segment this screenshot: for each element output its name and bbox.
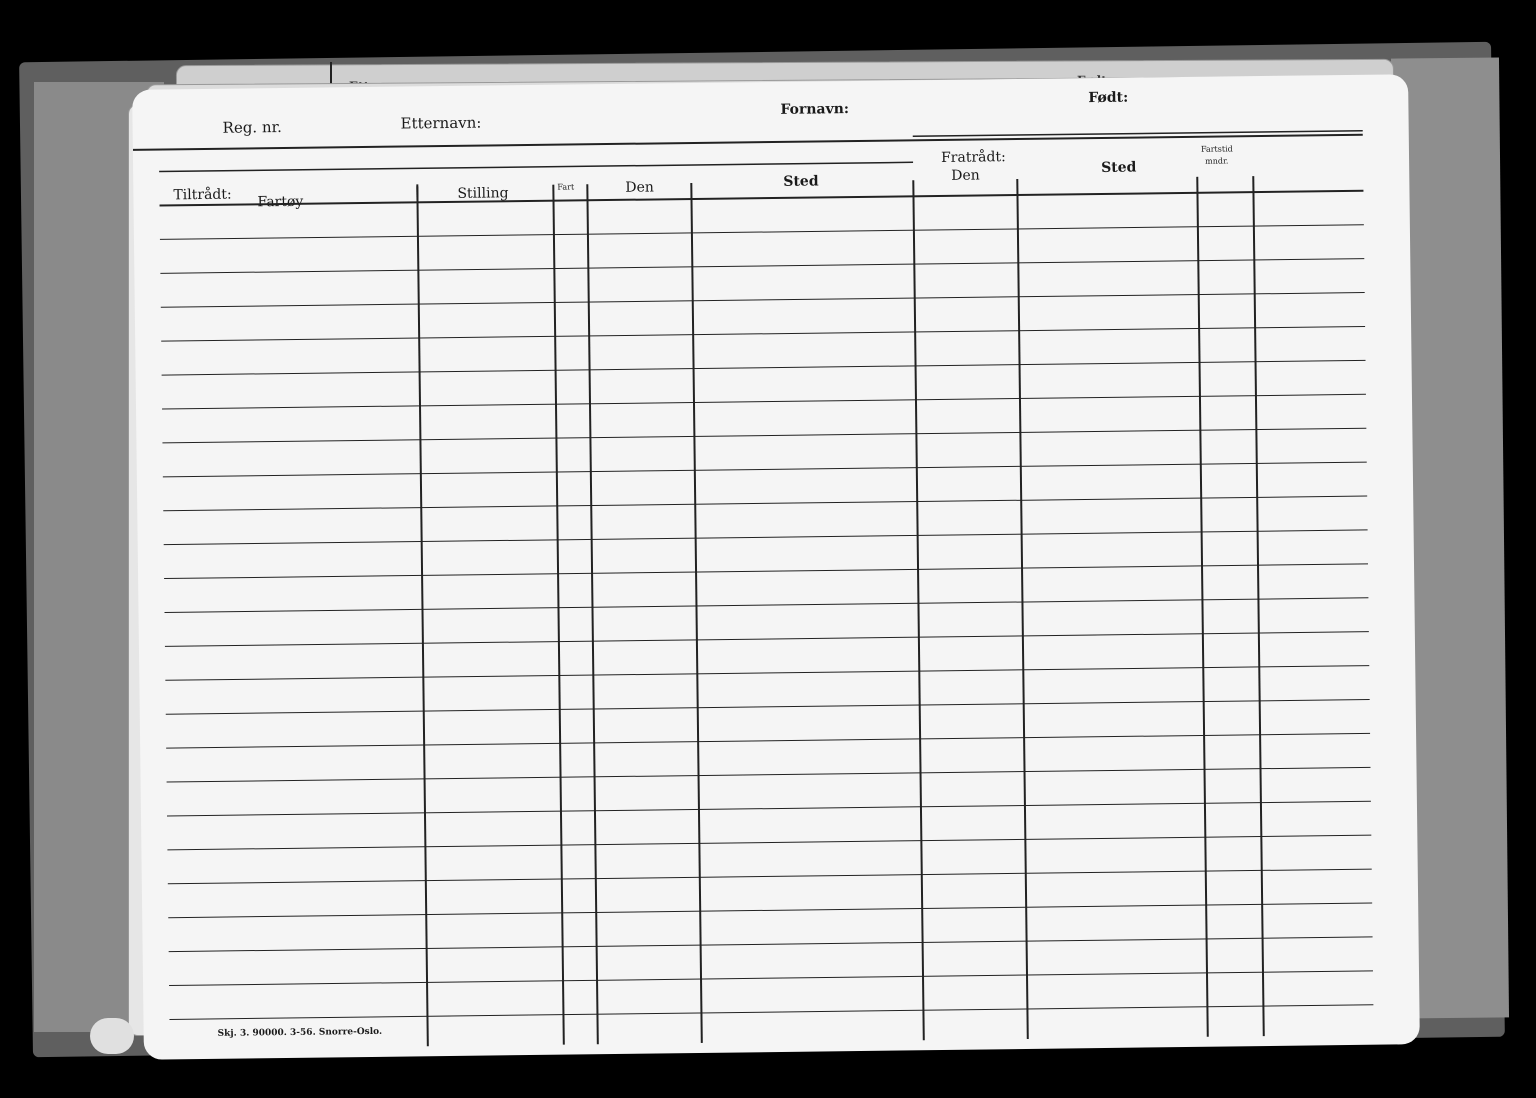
row-line [165, 598, 1369, 613]
row-line [161, 326, 1365, 341]
column-fartoy: Fartøy [257, 193, 304, 211]
reg-nr-label: Reg. nr. [222, 118, 282, 137]
etternavn-label: Etternavn: [400, 113, 482, 133]
card-tab-notch [90, 1018, 134, 1054]
column-line [1253, 176, 1264, 1036]
column-line [913, 180, 924, 1040]
column-line [417, 186, 428, 1046]
row-line [166, 733, 1370, 748]
column-line [691, 183, 702, 1043]
row-line [163, 496, 1367, 511]
row-line [166, 700, 1370, 715]
form-footer: Skj. 3. 90000. 3-56. Snorre-Oslo. [217, 1026, 383, 1039]
tiltradt-label: Tiltrådt: [173, 186, 232, 204]
row-line [162, 360, 1366, 375]
row-line [167, 801, 1371, 816]
record-card [132, 74, 1420, 1060]
fratradt-label: Fratrådt: [940, 149, 1006, 166]
row-line [161, 293, 1365, 308]
column-mndr: mndr. [1205, 156, 1229, 166]
column-line [587, 184, 598, 1044]
row-line [160, 259, 1364, 274]
column-sted-1: Sted [783, 173, 819, 190]
row-line [169, 1005, 1373, 1020]
row-line [169, 937, 1373, 952]
row-line [165, 632, 1369, 647]
ledger-grid [132, 74, 1420, 1060]
row-line [168, 903, 1372, 918]
column-stilling: Stilling [457, 185, 509, 202]
row-line [167, 767, 1371, 782]
row-line [162, 428, 1366, 443]
row-line [164, 564, 1368, 579]
header-top-rule [133, 135, 1363, 150]
header-bottom-rule [160, 191, 1364, 206]
fornavn-label: Fornavn: [780, 101, 850, 118]
row-line [163, 462, 1367, 477]
column-line [1197, 177, 1208, 1037]
row-line [168, 869, 1372, 884]
fodt-label: Født: [1088, 89, 1129, 107]
tiltradt-header-rule [159, 162, 913, 171]
row-line [164, 530, 1368, 545]
row-line [169, 971, 1373, 986]
column-fart: Fart [557, 182, 575, 192]
column-line [1017, 179, 1028, 1039]
row-line [162, 394, 1366, 409]
column-fartstid: Fartstid [1200, 144, 1233, 154]
column-den-2: Den [951, 167, 980, 184]
column-line [553, 185, 564, 1045]
column-den-1: Den [625, 179, 654, 196]
column-sted-2: Sted [1101, 159, 1137, 176]
row-line [167, 835, 1371, 850]
row-line [165, 666, 1369, 681]
row-line [160, 225, 1364, 240]
